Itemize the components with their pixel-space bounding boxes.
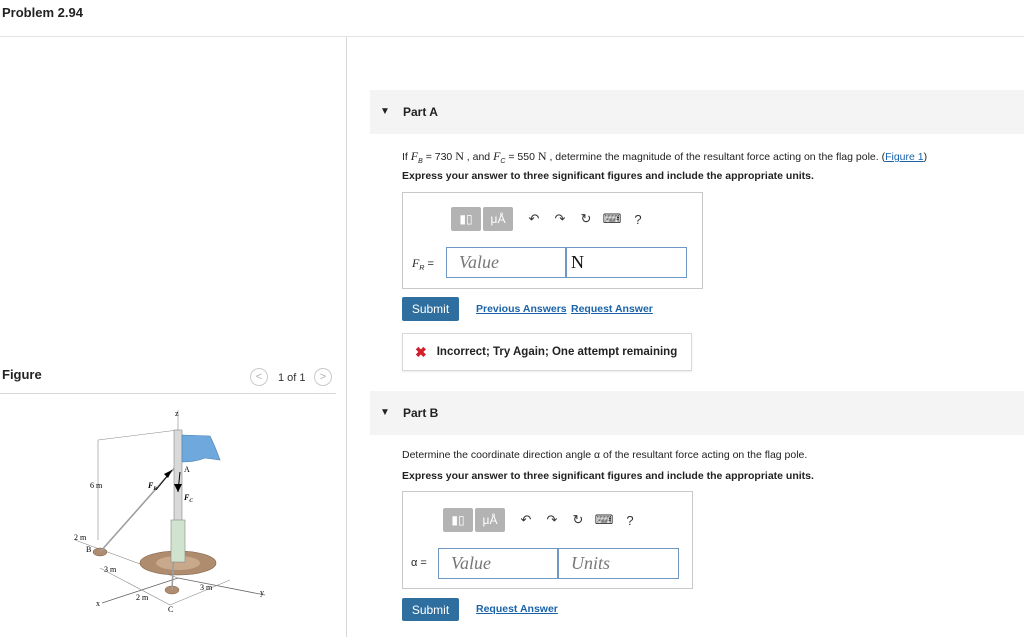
undo-button[interactable] xyxy=(513,512,539,528)
force-fb-label: $F_B$ xyxy=(148,481,157,492)
keyboard-button[interactable] xyxy=(591,512,617,528)
part-b-toolbar xyxy=(443,508,643,532)
part-a-instructions: Express your answer to three significant figures and include the appropriate units. xyxy=(402,170,814,182)
part-b-title: Part B xyxy=(403,406,439,420)
figure-link[interactable]: Figure 1 xyxy=(885,151,924,163)
z-axis-label: z xyxy=(175,409,179,418)
undo-icon: ↶ xyxy=(520,512,532,527)
prev-figure-button[interactable] xyxy=(250,368,268,386)
redo-icon: ↷ xyxy=(554,211,566,226)
templates-icon: ▮▯ xyxy=(459,212,473,226)
reset-button[interactable] xyxy=(573,211,599,227)
flag xyxy=(182,435,220,462)
incorrect-icon: ✖ xyxy=(415,343,427,360)
force-fc-label: $F_C$ xyxy=(184,493,193,504)
part-b-units-input[interactable]: Units xyxy=(558,548,679,579)
part-a-answer-label: $F_R$ = xyxy=(412,256,434,273)
part-b-request-answer-link[interactable]: Request Answer xyxy=(476,603,558,615)
templates-button[interactable] xyxy=(443,508,473,532)
keyboard-icon: ⌨ xyxy=(602,211,622,226)
figure-divider xyxy=(0,393,336,394)
units-button[interactable]: μÅ xyxy=(475,508,505,532)
units-button[interactable]: μÅ xyxy=(483,207,513,231)
keyboard-icon: ⌨ xyxy=(594,512,614,527)
collapse-icon[interactable]: ▼ xyxy=(380,407,390,418)
point-c-label: C xyxy=(168,605,174,614)
part-a-unit-input[interactable]: N xyxy=(566,247,687,278)
y-axis-label: y xyxy=(260,588,264,597)
next-figure-button[interactable] xyxy=(314,368,332,386)
help-button[interactable]: ? xyxy=(626,512,634,528)
undo-icon: ↶ xyxy=(528,211,540,226)
part-a-value-input[interactable]: Value xyxy=(446,247,566,278)
flag-pole-figure xyxy=(60,400,280,630)
dim-2m-b: 2 m xyxy=(136,593,149,602)
figure-page-indicator: 1 of 1 xyxy=(278,372,306,384)
part-a-request-answer-link[interactable]: Request Answer xyxy=(571,303,653,315)
part-a-toolbar xyxy=(451,207,651,231)
part-a-title: Part A xyxy=(403,105,438,119)
templates-button[interactable] xyxy=(451,207,481,231)
chevron-right-icon: > xyxy=(319,371,327,383)
dim-6m: 6 m xyxy=(90,481,103,490)
part-b-submit-button[interactable]: Submit xyxy=(402,598,459,621)
redo-button[interactable] xyxy=(539,512,565,528)
part-b-question: Determine the coordinate direction angle α of the resultant force acting on the flag pole. xyxy=(402,449,808,461)
part-b-value-input[interactable]: Value xyxy=(438,548,558,579)
header-divider xyxy=(0,36,1024,37)
part-a-header[interactable] xyxy=(370,90,1024,134)
reset-icon: ↻ xyxy=(572,512,584,527)
page-title: Problem 2.94 xyxy=(2,5,83,20)
point-b-label: B xyxy=(86,545,92,554)
dim-3m-b: 3 m xyxy=(200,583,213,592)
reset-icon: ↻ xyxy=(580,211,592,226)
x-axis-label: x xyxy=(96,599,100,608)
figure-label: Figure xyxy=(2,367,42,382)
part-b-answer-label: α = xyxy=(411,557,427,569)
reset-button[interactable] xyxy=(565,512,591,528)
previous-answers-link[interactable]: Previous Answers xyxy=(476,303,567,315)
keyboard-button[interactable] xyxy=(599,211,625,227)
dim-3m-a: 3 m xyxy=(104,565,117,574)
feedback-message: ✖ Incorrect; Try Again; One attempt remaining xyxy=(402,333,692,371)
part-a-question: If $F_B = 730$ N , and $F_C = 550$ N , determine the magnitude of the resultant force acting on the flag pole. (Figure 1) xyxy=(402,149,928,166)
redo-icon: ↷ xyxy=(546,512,558,527)
help-button[interactable]: ? xyxy=(634,211,642,227)
dim-2m-a: 2 m xyxy=(74,533,87,542)
part-b-header[interactable] xyxy=(370,391,1024,435)
y-axis xyxy=(178,578,265,595)
redo-button[interactable] xyxy=(547,211,573,227)
point-a-label: A xyxy=(184,465,190,474)
chevron-left-icon: < xyxy=(255,371,263,383)
panel-divider xyxy=(346,37,347,637)
templates-icon: ▮▯ xyxy=(451,513,465,527)
undo-button[interactable] xyxy=(521,211,547,227)
part-b-instructions: Express your answer to three significant figures and include the appropriate units. xyxy=(402,470,814,482)
part-a-submit-button[interactable]: Submit xyxy=(402,297,459,321)
collapse-icon[interactable]: ▼ xyxy=(380,106,390,117)
